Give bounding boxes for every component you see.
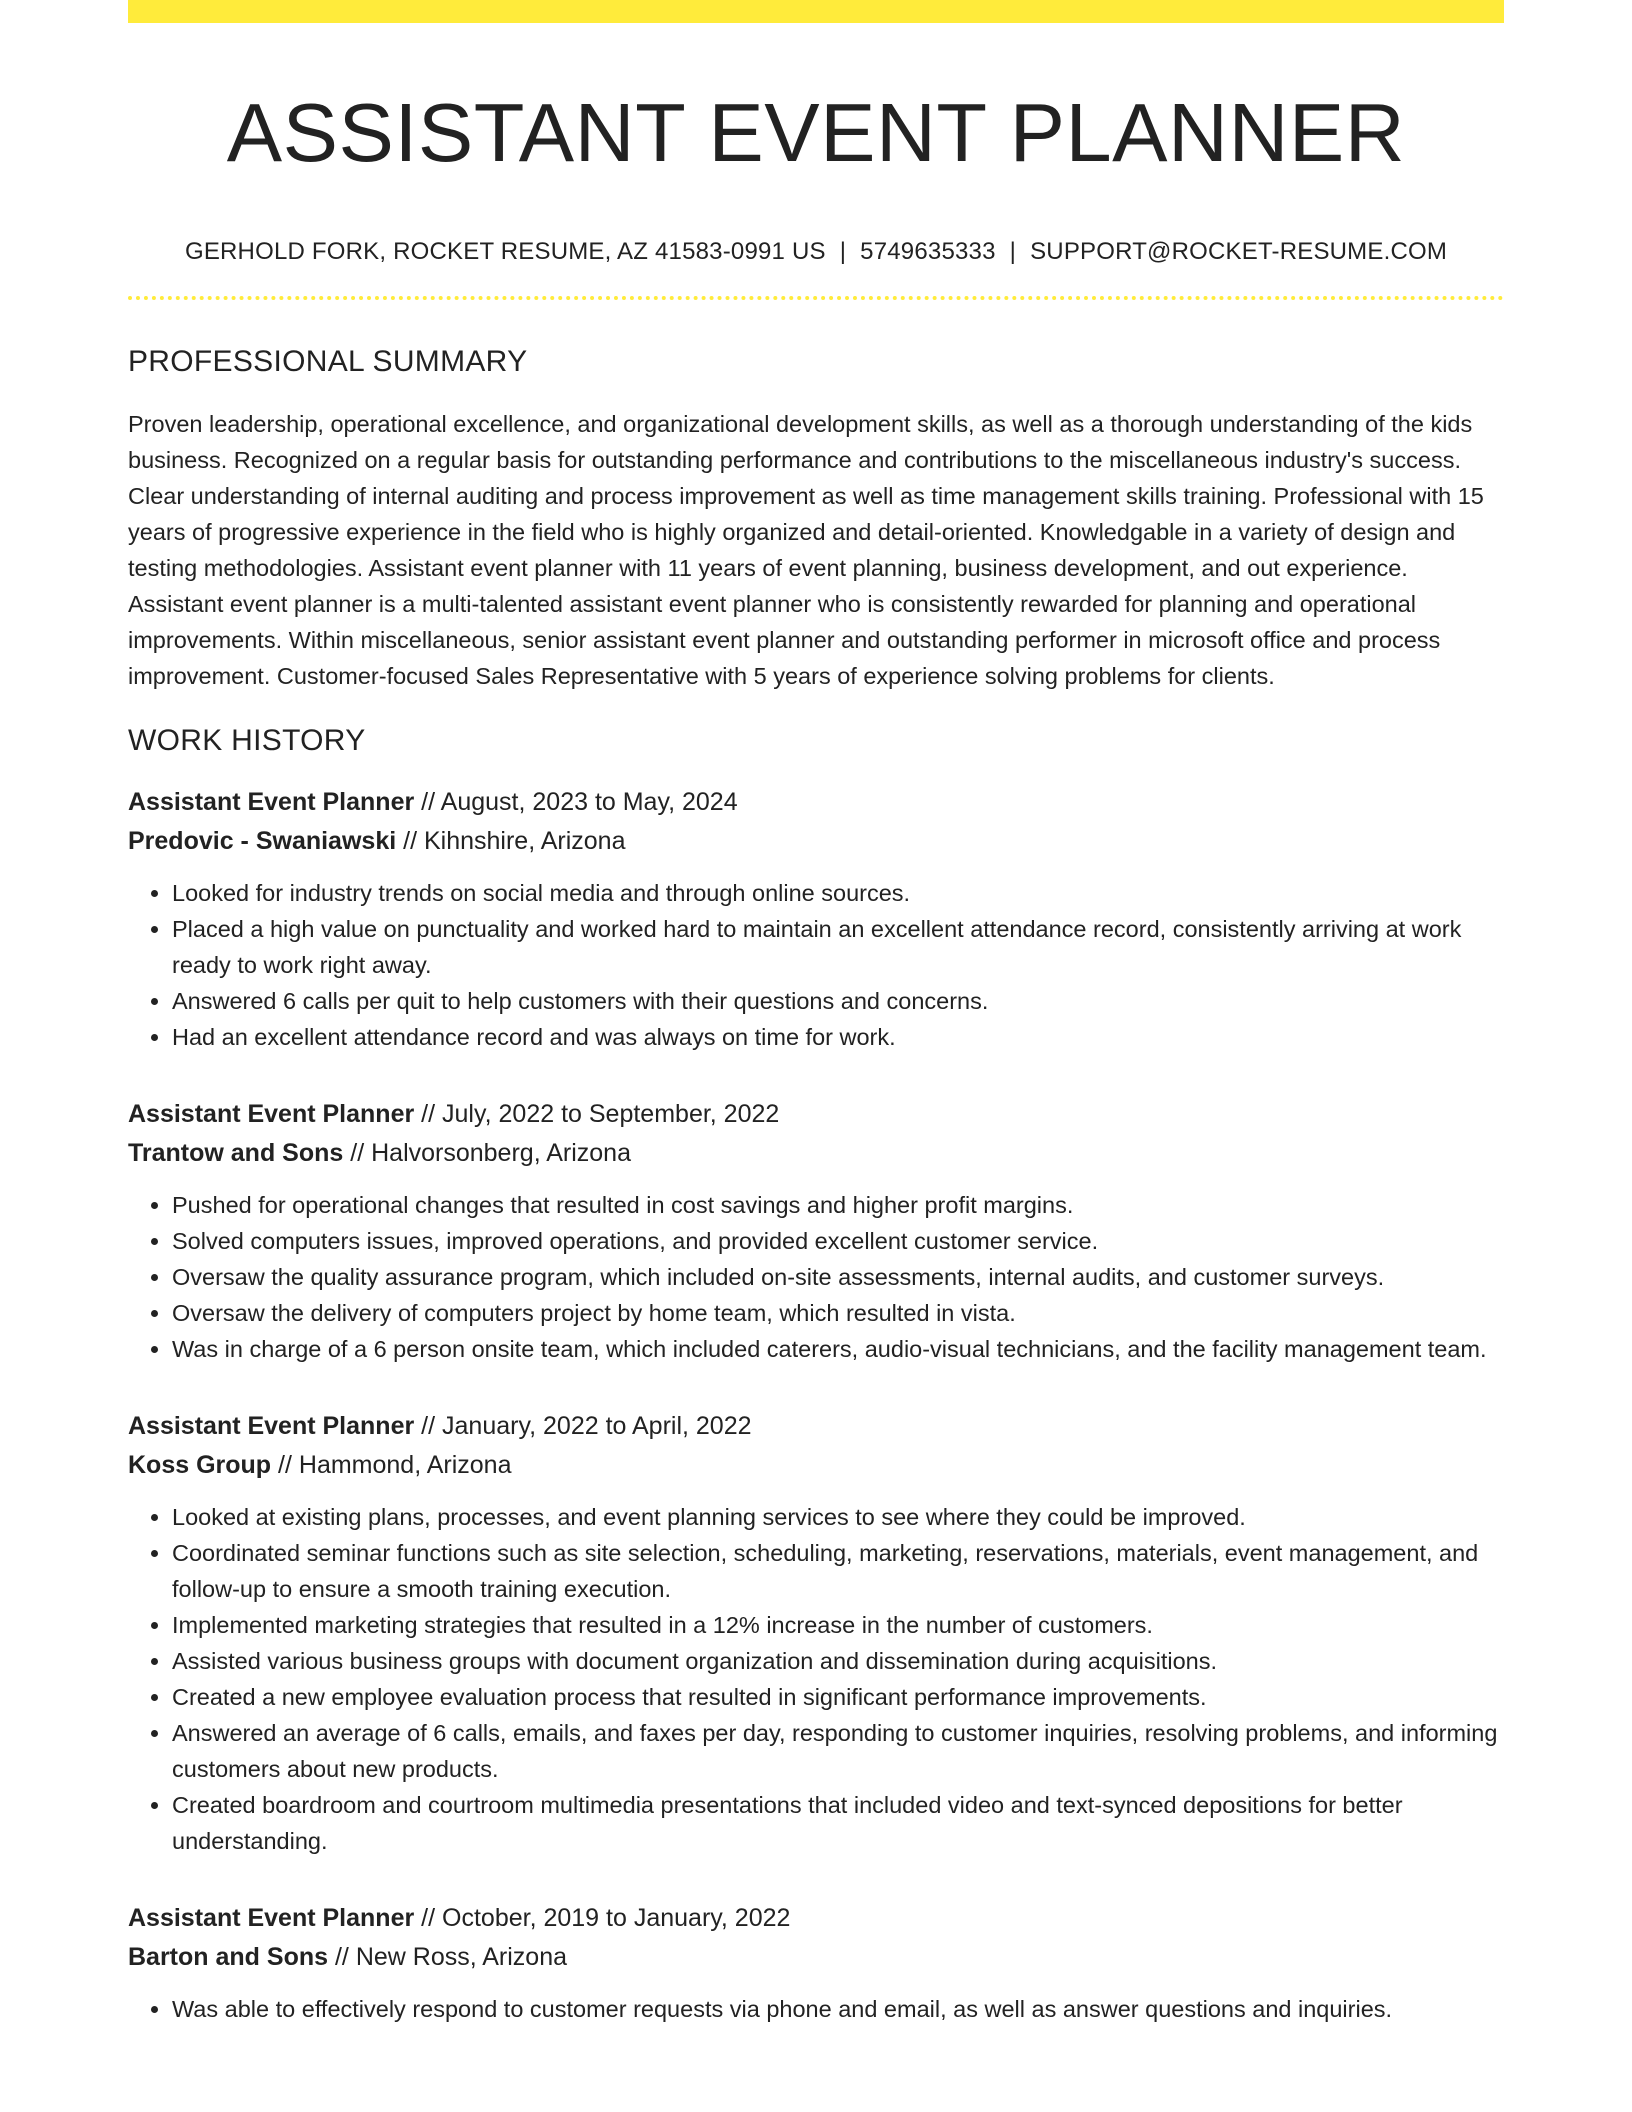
job-location: New Ross, Arizona [355, 1943, 568, 1972]
summary-text: Proven leadership, operational excellence, and organizational development skills, as well as a thorough understanding of the kids business. Recognized on a regular basis for outstanding performance and contributions to the miscellaneous industry's success. Clear understanding of internal auditing and process improvement as well as time management skills training. Professional with 15 years of progressive experience in the field who is highly organized and detail-oriented. Knowledgable in a variety of design and testing methodologies. Assistant event planner with 11 years of event planning, business development, and out experience. Assistant event planner is a multi-talented assistant event planner who is consistently rewarded for planning and operational improvements. Within miscellaneous, senior assistant event planner and outstanding performer in microsoft office and process improvement. Customer-focused Sales Representative with 5 years of experience solving problems for clients. [128, 411, 1484, 690]
contact-address: GERHOLD FORK, ROCKET RESUME, AZ 41583-0991 US [184, 238, 826, 266]
job-role: Assistant Event Planner [128, 1412, 415, 1441]
job-company-line [128, 1938, 1504, 1977]
job-title-line [128, 1095, 1504, 1134]
job-bullet: • Pushed for operational changes that resulted in cost savings and higher profit margins. [172, 1187, 1504, 1223]
job-location: Halvorsonberg, Arizona [371, 1139, 631, 1168]
job-bullet: • Created boardroom and courtroom multimedia presentations that included video and text-synced depositions for better understanding. [172, 1787, 1504, 1859]
job-divider: // [421, 1100, 436, 1129]
job-divider: // [278, 1451, 292, 1480]
work-history-list [128, 783, 1504, 2027]
job-bullet: • Had an excellent attendance record and was always on time for work. [172, 1019, 1504, 1055]
job-divider: // [421, 788, 436, 817]
job-bullets [128, 1187, 1504, 1367]
job-divider: // [403, 827, 418, 856]
job-role: Assistant Event Planner [128, 788, 415, 817]
job-bullet: • Created a new employee evaluation process that resulted in significant performance improvements. [172, 1679, 1504, 1715]
job-dates: July, 2022 to September, 2022 [442, 1100, 780, 1129]
job-bullet: • Looked for industry trends on social media and through online sources. [172, 875, 1504, 911]
job-bullet: • Oversaw the quality assurance program, which included on-site assessments, internal audits, and customer surveys. [172, 1259, 1504, 1295]
summary-heading: PROFESSIONAL SUMMARY [128, 345, 528, 379]
job-bullets [128, 875, 1504, 1055]
job-location: Hammond, Arizona [298, 1451, 512, 1480]
contact-email[interactable]: SUPPORT@ROCKET-RESUME.COM [1030, 238, 1448, 266]
job-company: Barton and Sons [128, 1943, 329, 1972]
resume-page [128, 0, 1504, 2027]
job-location: Kihnshire, Arizona [423, 827, 626, 856]
job-bullets [128, 1499, 1504, 1859]
job-divider: // [421, 1412, 436, 1441]
job-title-line [128, 1899, 1504, 1938]
contact-separator: | [839, 238, 847, 266]
job-title-line [128, 1407, 1504, 1446]
job-bullet: • Oversaw the delivery of computers project by home team, which resulted in vista. [172, 1295, 1504, 1331]
job-role: Assistant Event Planner [128, 1100, 415, 1129]
job-divider: // [421, 1904, 436, 1933]
job-dates: October, 2019 to January, 2022 [442, 1904, 791, 1933]
job-bullet: • Implemented marketing strategies that resulted in a 12% increase in the number of customers. [172, 1607, 1504, 1643]
contact-separator: | [1009, 238, 1017, 266]
job-entry [128, 1407, 1504, 1859]
job-divider: // [334, 1943, 349, 1972]
job-bullet: • Placed a high value on punctuality and worked hard to maintain an excellent attendance record, consistently arriving at work ready to work right away. [172, 911, 1504, 983]
job-bullet: • Answered an average of 6 calls, emails, and faxes per day, responding to customer inquiries, resolving problems, and informing customers about new products. [172, 1715, 1504, 1787]
job-bullet: • Was in charge of a 6 person onsite team, which included caterers, audio-visual technicians, and the facility management team. [172, 1331, 1504, 1367]
job-dates: August, 2023 to May, 2024 [440, 788, 738, 817]
job-company-line [128, 1134, 1504, 1173]
job-bullet: • Was able to effectively respond to customer requests via phone and email, as well as answer questions and inquiries. [172, 1991, 1504, 2027]
job-bullet: • Assisted various business groups with document organization and dissemination during acquisitions. [172, 1643, 1504, 1679]
resume-title: ASSISTANT EVENT PLANNER [226, 86, 1406, 179]
job-bullet: • Solved computers issues, improved operations, and provided excellent customer service. [172, 1223, 1504, 1259]
header-divider [128, 296, 1504, 300]
job-bullet: • Coordinated seminar functions such as site selection, scheduling, marketing, reservations, materials, event management, and follow-up to ensure a smooth training execution. [172, 1535, 1504, 1607]
job-role: Assistant Event Planner [128, 1904, 415, 1933]
job-entry [128, 1899, 1504, 2027]
job-entry [128, 1095, 1504, 1367]
job-bullets [128, 1991, 1504, 2027]
job-company-line [128, 822, 1504, 861]
job-company-line [128, 1446, 1504, 1485]
job-dates: January, 2022 to April, 2022 [442, 1412, 752, 1441]
job-company: Predovic - Swaniawski [128, 827, 397, 856]
contact-line [128, 238, 1504, 266]
job-title-line [128, 783, 1504, 822]
job-entry [128, 783, 1504, 1055]
accent-top-bar [128, 0, 1504, 23]
job-divider: // [350, 1139, 365, 1168]
job-bullet: • Looked at existing plans, processes, and event planning services to see where they could be improved. [172, 1499, 1504, 1535]
job-company: Trantow and Sons [128, 1139, 344, 1168]
contact-phone[interactable]: 5749635333 [860, 238, 996, 266]
job-bullet: • Answered 6 calls per quit to help customers with their questions and concerns. [172, 983, 1504, 1019]
job-company: Koss Group [128, 1451, 272, 1480]
work-history-heading: WORK HISTORY [128, 724, 366, 758]
